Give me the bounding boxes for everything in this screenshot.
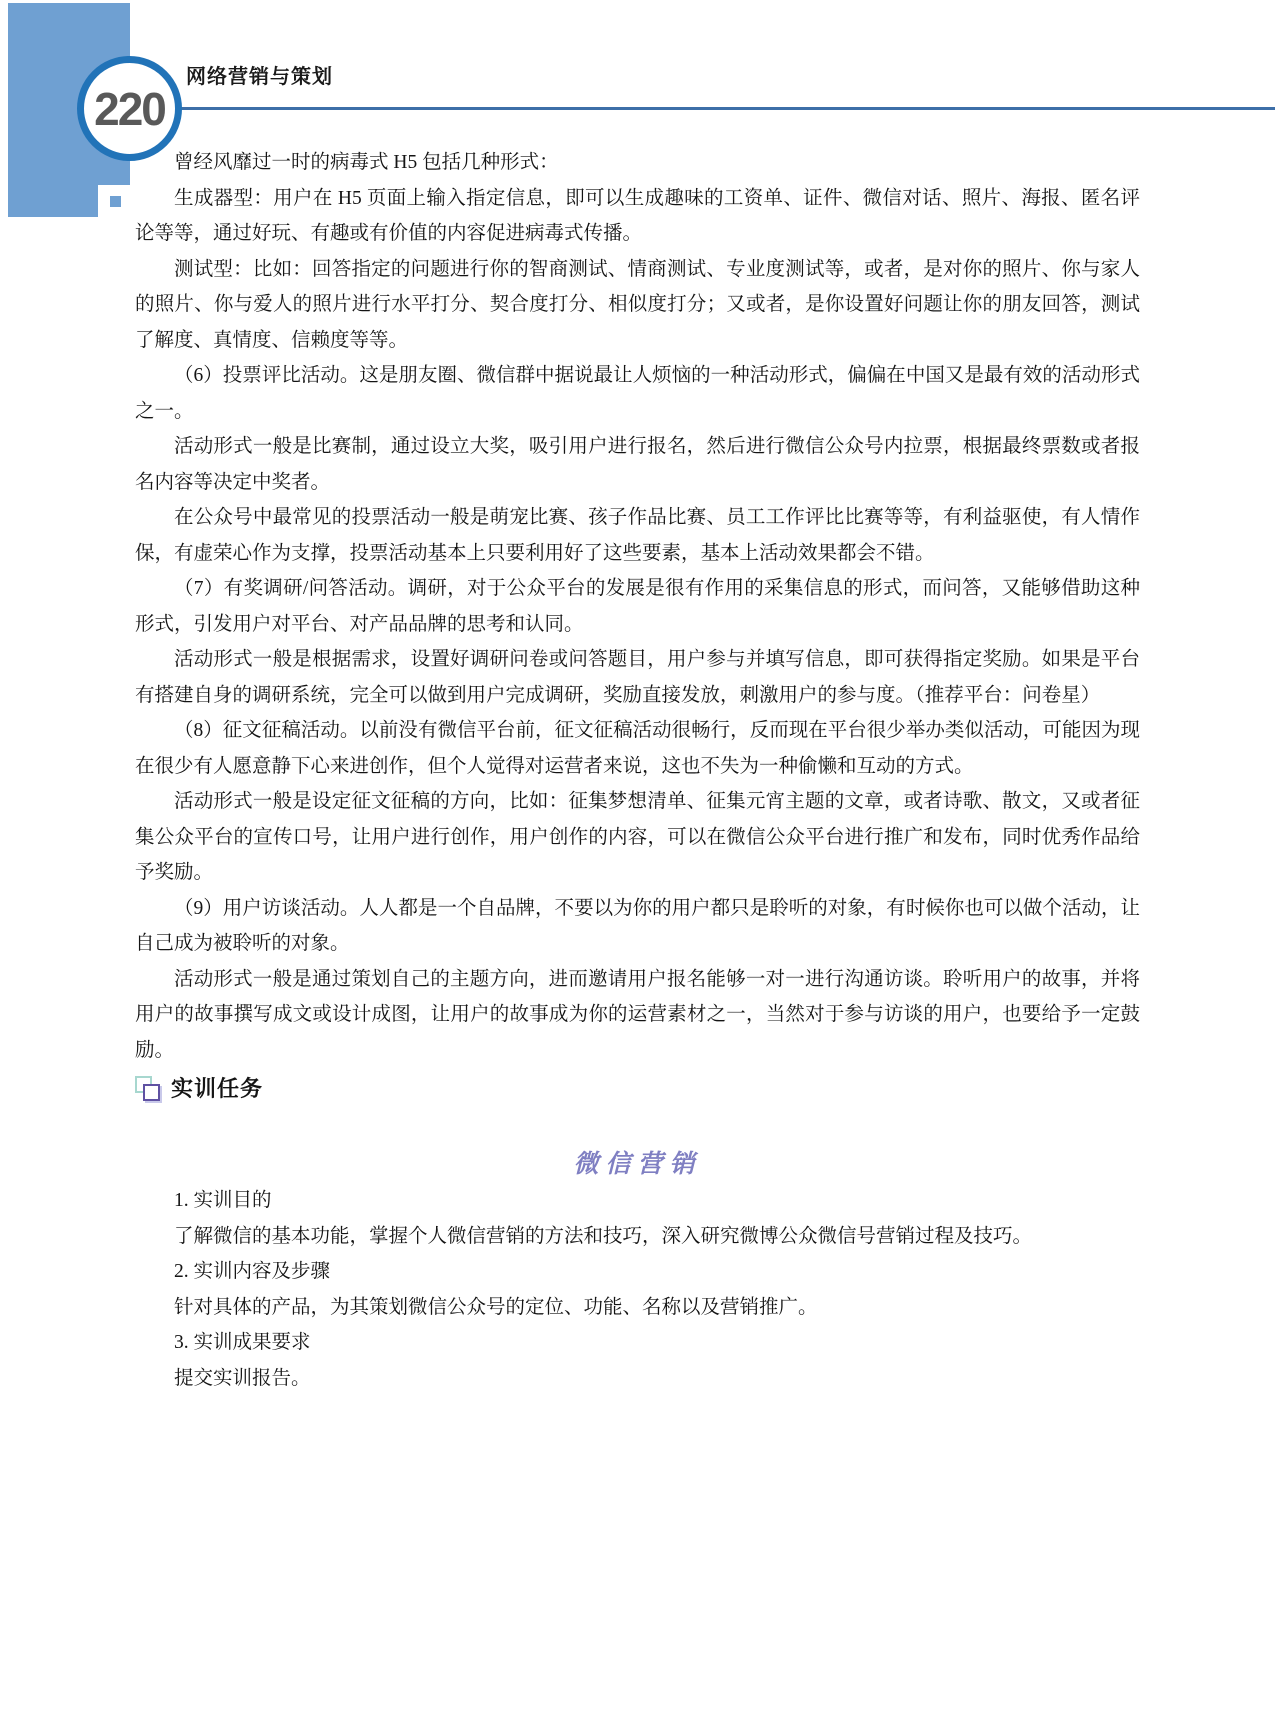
header-rule xyxy=(181,107,1275,110)
body-paragraph: （7）有奖调研/问答活动。调研，对于公众平台的发展是很有作用的采集信息的形式，而问答，又能够借助这种形式，引发用户对平台、对产品品牌的思考和认同。 xyxy=(135,578,1140,635)
header-decoration-dot xyxy=(110,196,121,207)
body-paragraph: 在公众号中最常见的投票活动一般是萌宠比赛、孩子作品比赛、员工工作评比比赛等等，有利益驱使，有人情作保，有虚荣心作为支撑，投票活动基本上只要利用好了这些要素，基本上活动效果都会不错。 xyxy=(135,507,1140,564)
page-number: 220 xyxy=(94,82,165,135)
page-body xyxy=(135,145,1140,1396)
body-paragraph: （8）征文征稿活动。以前没有微信平台前，征文征稿活动很畅行，反而现在平台很少举办类似活动，可能因为现在很少有人愿意静下心来进创作，但个人觉得对运营者来说，这也不失为一种偷懒和互动的方式。 xyxy=(135,720,1140,777)
body-paragraph: 活动形式一般是比赛制，通过设立大奖，吸引用户进行报名，然后进行微信公众号内拉票，根据最终票数或者报名内容等决定中奖者。 xyxy=(135,436,1140,493)
body-paragraph: 测试型：比如：回答指定的问题进行你的智商测试、情商测试、专业度测试等，或者，是对你的照片、你与家人的照片、你与爱人的照片进行水平打分、契合度打分、相似度打分；又或者，是你设置好问题让你的朋友回答，测试了解度、真情度、信赖度等等。 xyxy=(135,258,1140,351)
section-heading-label: 实训任务 xyxy=(171,1076,264,1102)
body-paragraph: 活动形式一般是根据需求，设置好调研问卷或问答题目，用户参与并填写信息，即可获得指定奖励。如果是平台有搭建自身的调研系统，完全可以做到用户完成调研，奖励直接发放，刺激用户的参与度。（推荐平台：问卷星） xyxy=(135,649,1140,706)
body-paragraph: 生成器型：用户在 H5 页面上输入指定信息，即可以生成趣味的工资单、证件、微信对话、照片、海报、匿名评论等等，通过好玩、有趣或有价值的内容促进病毒式传播。 xyxy=(135,187,1140,244)
running-head-book-title: 网络营销与策划 xyxy=(186,66,333,88)
training-item: 了解微信的基本功能，掌握个人微信营销的方法和技巧，深入研究微博公众微信号营销过程及技巧。 xyxy=(174,1225,1033,1247)
body-paragraph: 曾经风靡过一时的病毒式 H5 包括几种形式： xyxy=(174,152,559,173)
body-paragraph: 活动形式一般是通过策划自己的主题方向，进而邀请用户报名能够一对一进行沟通访谈。聆听用户的故事，并将用户的故事撰写成文或设计成图，让用户的故事成为你的运营素材之一，当然对于参与访谈的用户，也要给予一定鼓励。 xyxy=(135,968,1140,1061)
body-paragraph: （6）投票评比活动。这是朋友圈、微信群中据说最让人烦恼的一种活动形式，偏偏在中国又是最有效的活动形式之一。 xyxy=(135,365,1140,422)
training-item: 2. 实训内容及步骤 xyxy=(174,1261,331,1282)
overlapping-squares-icon xyxy=(135,1076,161,1102)
section-subtitle: 微信营销 xyxy=(573,1149,702,1178)
section-heading-training-tasks xyxy=(135,1074,1140,1104)
training-item: 针对具体的产品，为其策划微信公众号的定位、功能、名称以及营销推广。 xyxy=(174,1296,818,1318)
body-paragraph: （9）用户访谈活动。人人都是一个自品牌，不要以为你的用户都只是聆听的对象，有时候你也可以做个活动，让自己成为被聆听的对象。 xyxy=(135,897,1140,954)
training-item: 1. 实训目的 xyxy=(174,1190,272,1211)
training-items xyxy=(135,1183,1140,1396)
body-paragraph: 活动形式一般是设定征文征稿的方向，比如：征集梦想清单、征集元宵主题的文章，或者诗歌、散文，又或者征集公众平台的宣传口号，让用户进行创作，用户创作的内容，可以在微信公众平台进行推广和发布，同时优秀作品给予奖励。 xyxy=(135,791,1140,883)
page-number-badge xyxy=(77,56,182,161)
training-item: 提交实训报告。 xyxy=(174,1367,311,1389)
training-item: 3. 实训成果要求 xyxy=(174,1332,311,1353)
squares-icon-front xyxy=(143,1084,160,1101)
header-decoration-block-lower xyxy=(8,185,98,217)
